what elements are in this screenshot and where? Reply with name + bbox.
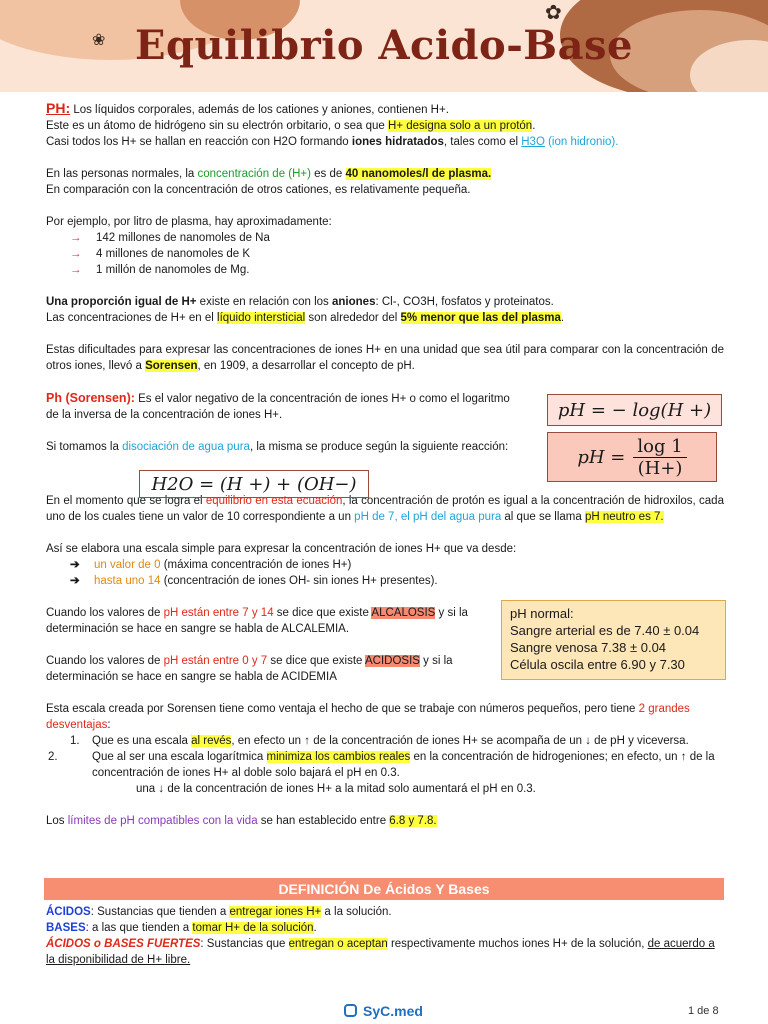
scale-intro: Así se elabora una escala simple para expresar la concentración de iones H+ que va desde: [46,543,517,555]
normal-line [46,166,724,182]
acid-definition [46,904,726,920]
highlight: 6.8 y 7.8. [389,815,437,827]
page-number: 1 de 8 [688,1005,719,1017]
text: a la solución. [321,906,392,918]
definitions-section [46,904,726,968]
box-title: pH normal: [510,606,574,621]
text: Cuando los valores de [46,655,164,667]
text: Los líquidos corporales, además de los cationes y aniones, contienen H+. [70,104,449,116]
arrow-icon: → [70,248,82,260]
bold-text: iones hidratados [351,136,444,148]
highlight: entregar iones H+ [229,906,322,918]
text: (concentración de iones OH- sin iones H+ presentes). [160,575,438,587]
arrow-icon: ➔ [70,559,80,571]
sorensen-paragraph [46,342,724,374]
highlight: H+ designa solo a un protón [388,120,533,132]
definition-term: ÁCIDOS [46,906,91,918]
text: Es el valor negativo de la concentración de iones H+ o como el logaritmo de la inversa de la concentración de iones H+. [46,393,510,421]
definition-term: BASES [46,922,86,934]
text: al que se llama [501,511,585,523]
text: , la misma se produce según la siguiente reacción: [249,441,509,453]
text: . [532,120,536,132]
text: : Sustancias que [200,938,289,950]
arrow-icon: ➔ [70,575,80,587]
highlight: minimiza los cambios reales [266,751,411,763]
text: En las personas normales, la [46,168,198,180]
strong-definition [46,936,726,968]
proportion-line [46,294,724,310]
text: y si la determinación se hace en sangre se habla de ACIDEMIA [46,655,453,683]
list-item [46,733,724,749]
arrow-icon: → [70,232,82,244]
list-item-continuation: una ↓ de la concentración de iones H+ a la mitad solo aumentará el pH en 0.3. [136,783,536,795]
text: 4 millones de nanomoles de K [96,248,251,260]
list-item [46,230,724,246]
orange-text: hasta uno 14 [94,575,161,587]
limits-line [46,813,724,829]
text: , en 1909, a desarrollar el concepto de pH. [197,360,415,372]
list-number: 2. [48,751,58,763]
list-item [46,573,724,589]
text: Las concentraciones de H+ en el [46,312,218,324]
list-item [46,749,724,781]
ph-intro-line [46,100,724,118]
alcalosis-paragraph [46,605,496,637]
ph-normal-box [501,600,726,680]
instagram-icon [344,1004,357,1017]
brand-link[interactable] [344,1003,423,1019]
normal-line: En comparación con la concentración de otros cationes, es relativamente pequeña. [46,184,471,196]
footer [0,1000,768,1024]
ph-heading: PH: [46,100,71,116]
arrow-icon: → [70,264,82,276]
highlight: pH neutro es 7. [584,511,664,523]
text: Estas dificultades para expresar las concentraciones de iones H+ en una unidad que sea útil para comparar con la concentración de otros iones, llevó a [46,344,724,372]
text: Casi todos los H+ se hallan en reacción con H2O formando [46,136,352,148]
list-item [46,262,724,278]
base-definition [46,920,726,936]
text: Que al ser una escala logarítmica [92,751,267,763]
box-line: Célula oscila entre 6.90 y 7.30 [510,657,685,672]
green-text: concentración de (H+) [197,168,311,180]
text: . [313,922,317,934]
highlight: Sorensen [145,360,198,372]
highlight: 40 nanomoles/l de plasma. [345,168,492,180]
brand-name: SyC.med [363,1003,423,1019]
purple-text: límites de pH compatibles con la vida [67,815,258,827]
fraction-denominator: (H+) [637,457,683,479]
list-item [46,557,724,573]
definition-term: ÁCIDOS o BASES FUERTES [46,938,201,950]
text: Que es una escala [92,735,192,747]
ph-sorensen-heading: Ph (Sorensen): [46,391,135,405]
highlight: entregan o aceptan [288,938,388,950]
bold-text: aniones [332,296,376,308]
text: en la concentración de hidrogeniones; en efecto, un ↑ de la concentración de iones H+ al doble solo bajará el pH en 0.3. [92,751,715,779]
text: Cuando los valores de [46,607,164,619]
box-line: Sangre arterial es de 7.40 ± 0.04 [510,623,700,638]
text: , en efecto un ↑ de la concentración de iones H+ se acompaña de un ↓ de pH y viceversa. [231,735,689,747]
text: En el momento que se logra el [46,495,206,507]
example-intro: Por ejemplo, por litro de plasma, hay aproximadamente: [46,216,332,228]
bold-text: Una proporción igual de H+ [46,296,197,308]
text: son alrededor del [305,312,401,324]
ph-log-formula-box [547,432,717,482]
text: : [107,719,111,731]
highlight: ACIDOSIS [365,655,420,667]
ph-definition [46,390,516,423]
cyan-text: disociación de agua pura [122,441,250,453]
text: Este es un átomo de hidrógeno sin su electrón orbitario, o sea que [46,120,389,132]
page-title: Equilibrio Acido-Base [135,22,633,69]
link-text: H3O [521,136,545,148]
acidosis-paragraph [46,653,496,685]
text: : Sustancias que tienden a [90,906,230,918]
text: Esta escala creada por Sorensen tiene como ventaja el hecho de que se trabaje con números pequeños, pero tiene [46,703,639,715]
proportion-line [46,310,724,326]
text: es de [310,168,346,180]
header-banner [0,0,768,92]
box-line: Sangre venosa 7.38 ± 0.04 [510,640,667,655]
red-text: 2 grandes desventajas [46,703,690,731]
red-text: equilibrio en esta ecuación [205,495,343,507]
water-formula-box: H2O = (H +) + (OH−) [139,470,369,498]
cyan-text: pH de 7, el pH del agua pura [354,511,502,523]
red-text: pH están entre 7 y 14 [163,607,274,619]
fraction-numerator: log 1 [633,436,686,458]
text: (máxima concentración de iones H+) [160,559,352,571]
highlight: líquido intersticial [217,312,306,324]
text: existe en relación con los [196,296,333,308]
text: y si la determinación se hace en sangre se habla de ALCALEMIA. [46,607,468,635]
ph-intro-line [46,118,724,134]
text: Los [46,815,68,827]
fraction [633,436,686,479]
formula-left: pH = [577,446,626,468]
text: , tales como el [443,136,522,148]
text: : a las que tienden a [85,922,193,934]
text: se han establecido entre [257,815,390,827]
text: 142 millones de nanomoles de Na [96,232,270,244]
text: se dice que existe [273,607,372,619]
definitions-header: DEFINICIÓN De Ácidos Y Bases [44,878,724,900]
text: (ion hidronio). [544,136,619,148]
list-number: 1. [70,735,80,747]
highlight: al revés [191,735,232,747]
ph-intro-line [46,134,724,150]
flower-icon: ❀ [92,32,106,49]
orange-text: un valor de 0 [94,559,161,571]
underlined-text: de acuerdo a la disponibilidad de H+ libre. [46,938,715,966]
flower-icon: ✿ [545,2,562,24]
text: Si tomamos la [46,441,123,453]
list-item [46,246,724,262]
highlight: tomar H+ de la solución [192,922,314,934]
text: se dice que existe [267,655,366,667]
text: : Cl-, CO3H, fosfatos y proteinatos. [375,296,554,308]
ph-formula-box: pH = − log(H +) [547,394,722,426]
text: . [560,312,565,324]
highlight: 5% menor que las del plasma [400,312,561,324]
text: 1 millón de nanomoles de Mg. [96,264,250,276]
text: , la concentración de protón es igual a la concentración de hidroxilos, cada uno de los cuales tiene un valor de 10 correspondiente a un [46,495,724,523]
text: respectivamente muchos iones H+ de la solución, [387,938,648,950]
advantages-paragraph [46,701,724,733]
highlight: ALCALOSIS [371,607,436,619]
red-text: pH están entre 0 y 7 [163,655,268,667]
